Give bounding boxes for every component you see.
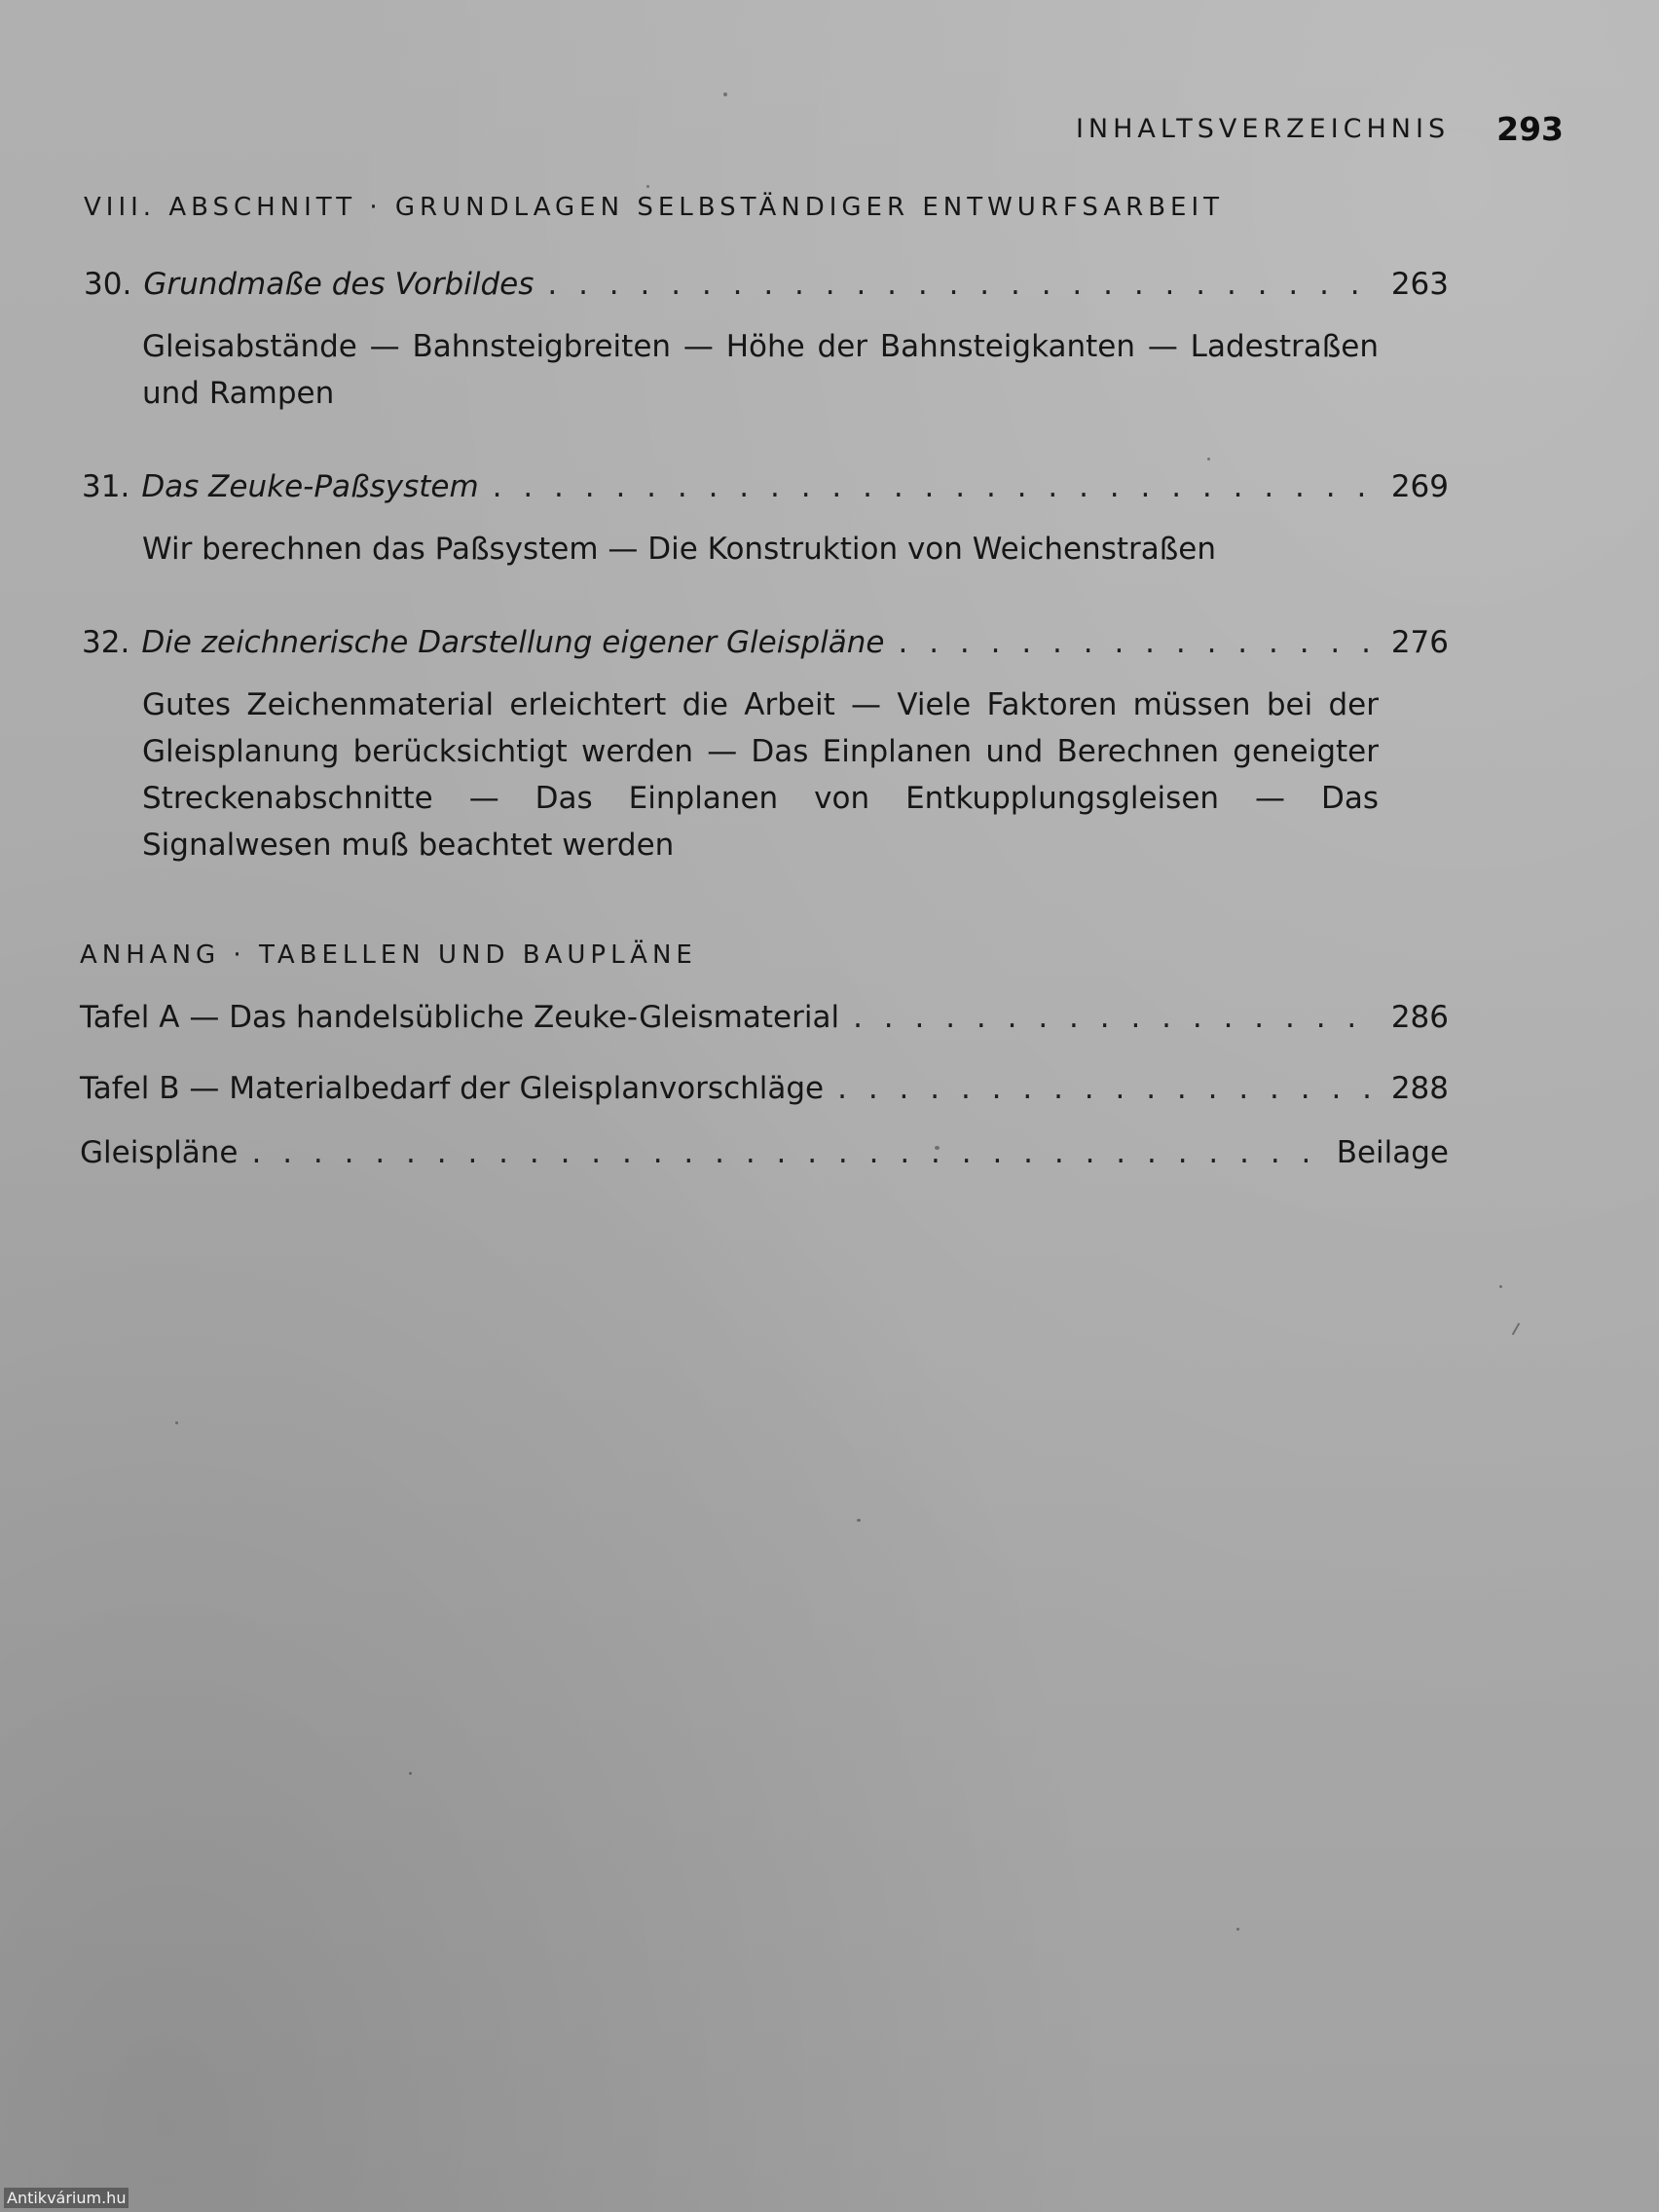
paper-speck xyxy=(409,1772,412,1775)
appendix-page: Beilage xyxy=(1336,1135,1449,1170)
section-heading-appendix: ANHANG · TABELLEN UND BAUPLÄNE xyxy=(80,940,697,970)
page-number: 293 xyxy=(1496,109,1564,148)
leader-dots xyxy=(837,1071,1378,1106)
chapter-summary-31: Wir berechnen das Paßsystem — Die Konstruktion von Weichenstraßen xyxy=(142,532,1216,567)
paper-speck xyxy=(1512,1322,1521,1335)
chapter-summary-30: Gleisabstände — Bahnsteigbreiten — Höhe der Bahnsteigkanten — Ladestraßen und Rampen xyxy=(142,329,1379,411)
watermark: Antikvárium.hu xyxy=(4,2188,129,2208)
chapter-title: Das Zeuke-Paßsystem xyxy=(141,469,479,504)
toc-entry-chapter-30[interactable] xyxy=(84,261,1449,308)
appendix-title: Gleispläne xyxy=(80,1135,239,1170)
appendix-title: Tafel B — Materialbedarf der Gleisplanvorschläge xyxy=(80,1071,825,1106)
chapter-number: 32. xyxy=(82,625,130,660)
paper-speck xyxy=(1236,1928,1239,1931)
chapter-summary-32: Gutes Zeichenmaterial erleichtert die Arbeit — Viele Faktoren müssen bei der Gleisplanung berücksichtigt werden — Das Einplanen und Berechnen geneigter Streckenabschnitte — Das Einplanen von Entkupplungsgleisen — Das Signalwesen muß beachtet werden xyxy=(142,687,1379,863)
paper-speck xyxy=(1207,458,1210,461)
leader-dots xyxy=(493,469,1378,504)
paper-speck xyxy=(857,1519,861,1522)
chapter-number: 30. xyxy=(84,267,132,302)
leader-dots xyxy=(853,1000,1378,1035)
appendix-page: 286 xyxy=(1390,1000,1449,1035)
chapter-title: Die zeichnerische Darstellung eigener Gleispläne xyxy=(141,625,885,660)
leader-dots xyxy=(899,625,1378,660)
toc-entry-chapter-31[interactable] xyxy=(82,463,1449,510)
section-heading-viii: VIII. ABSCHNITT · GRUNDLAGEN SELBSTÄNDIGER ENTWURFSARBEIT xyxy=(84,193,1225,222)
chapter-title: Grundmaße des Vorbildes xyxy=(143,267,535,302)
running-header xyxy=(1076,105,1564,152)
toc-entry-tafel-b[interactable] xyxy=(80,1065,1449,1112)
paper-speck xyxy=(646,185,649,188)
running-title: INHALTSVERZEICHNIS xyxy=(1075,113,1451,144)
paper-speck xyxy=(1499,1285,1502,1288)
toc-entry-tafel-a[interactable] xyxy=(80,994,1449,1041)
paper-speck xyxy=(723,92,727,96)
appendix-title: Tafel A — Das handelsübliche Zeuke-Gleismaterial xyxy=(80,1000,840,1035)
leader-dots xyxy=(547,267,1377,302)
chapter-page: 276 xyxy=(1390,625,1449,660)
chapter-number: 31. xyxy=(82,469,130,504)
chapter-page: 269 xyxy=(1390,469,1449,504)
toc-entry-gleisplaene[interactable] xyxy=(80,1129,1449,1176)
leader-dots xyxy=(251,1135,1322,1170)
paper-speck xyxy=(175,1421,178,1424)
chapter-page: 263 xyxy=(1390,267,1449,302)
appendix-page: 288 xyxy=(1390,1071,1449,1106)
toc-entry-chapter-32[interactable] xyxy=(82,619,1449,666)
